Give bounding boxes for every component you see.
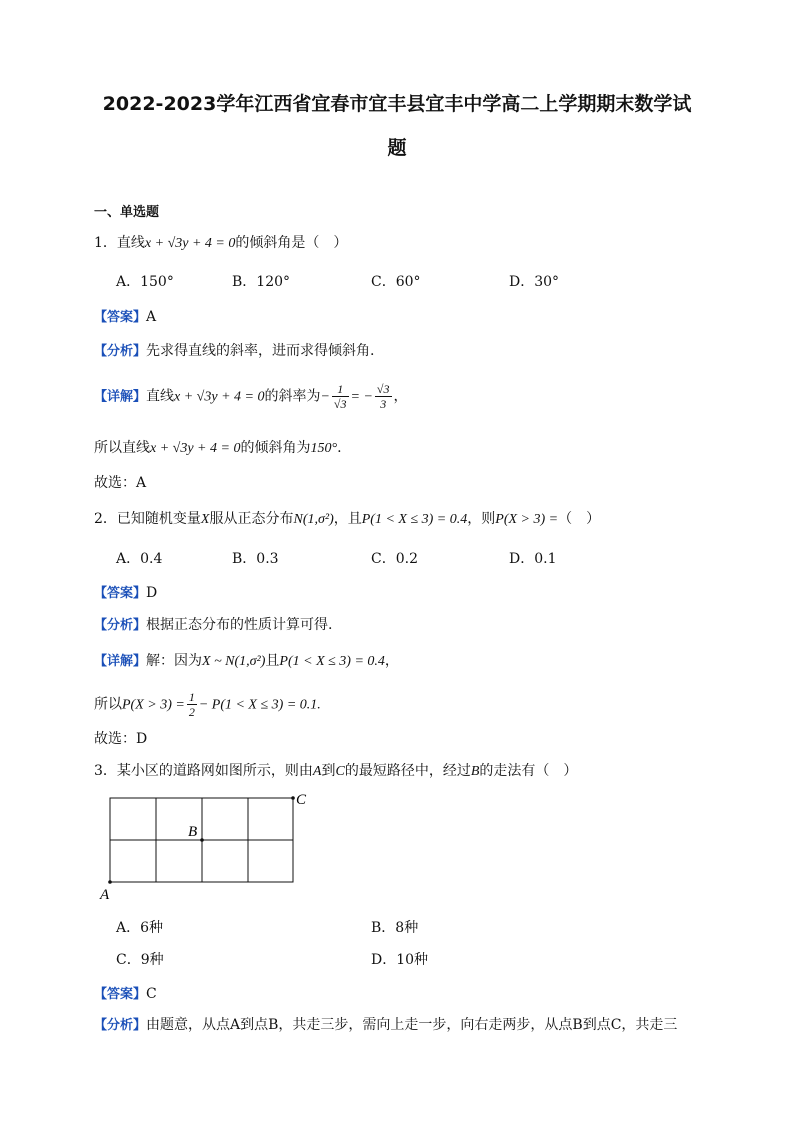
label-c: C (296, 792, 307, 808)
q3-option-a: A．6种 (116, 920, 164, 936)
q1-option-b: B．120° (232, 274, 291, 290)
q2-conclusion: 所以P(X > 3) = $\frac{1}{2}$ − P(1 < X ≤ 3) = 0.1. (94, 690, 321, 719)
label-a: A (100, 887, 110, 903)
q2-option-b: B．0.3 (232, 551, 279, 567)
q2-option-c: C．0.2 (371, 551, 418, 567)
point-c (291, 796, 295, 800)
q1-analysis: 【分析】先求得直线的斜率，进而求得倾斜角. (94, 343, 375, 359)
q2-choice: 故选：D (94, 731, 148, 747)
label-b: B (188, 824, 198, 840)
title-line-2: 题 (387, 137, 407, 159)
q1-option-c: C．60° (371, 274, 421, 290)
q1-answer: 【答案】A (94, 309, 157, 325)
section-heading: 一、单选题 (94, 205, 160, 220)
q3-analysis: 【分析】由题意，从点A到点B，共走三步，需向上走一步，向右走两步，从点B到点C，共走三 (94, 1017, 678, 1033)
q1-equation: x + √3y + 4 = 0 (144, 236, 236, 251)
answer-tag: 【答案】 (94, 310, 147, 325)
q3-stem: 3．某小区的道路网如图所示，则由A到C的最短路径中，经过B的走法有（ ） (94, 763, 578, 779)
title-line-1: 2022-2023学年江西省宜春市宜丰县宜丰中学高二上学期期末数学试 (102, 93, 692, 115)
q3-option-b: B．8种 (371, 920, 419, 936)
q2-analysis: 【分析】根据正态分布的性质计算可得. (94, 617, 333, 633)
q2-answer: 【答案】D (94, 585, 158, 601)
q2-option-d: D．0.1 (509, 551, 557, 567)
point-b (200, 838, 204, 842)
road-grid-figure (96, 792, 316, 904)
q1-option-d: D．30° (509, 274, 560, 290)
q3-answer: 【答案】C (94, 986, 157, 1002)
analysis-tag: 【分析】 (94, 344, 147, 359)
q1-conclusion: 所以直线x + √3y + 4 = 0的倾斜角为150°. (94, 440, 342, 456)
fraction: $\frac{1}{√3}$ (333, 382, 347, 411)
q2-detail: 【详解】解：因为X ~ N(1,σ²)且P(1 < X ≤ 3) = 0.4， (94, 653, 399, 669)
point-a (108, 880, 112, 884)
q3-option-d: D．10种 (371, 952, 429, 968)
page-title (60, 82, 734, 170)
q2-option-a: A．0.4 (116, 551, 163, 567)
fraction: $\frac{√3}{3}$ (376, 382, 390, 411)
q1-option-a: A．150° (116, 274, 174, 290)
q1-stem: 1．直线x + √3y + 4 = 0的倾斜角是（ ） (94, 235, 348, 251)
q1-detail: 【详解】直线x + √3y + 4 = 0的斜率为− $\frac{1}{√3}$ = − $\frac{√3}{3}$ ， (94, 382, 408, 411)
fraction: $\frac{1}{2}$ (188, 690, 195, 719)
detail-tag: 【详解】 (94, 389, 147, 405)
q2-stem: 2．已知随机变量X服从正态分布N(1,σ²)，且P(1 < X ≤ 3) = 0.4，则P(X > 3) =（ ） (94, 511, 601, 527)
q1-choice: 故选：A (94, 475, 147, 491)
q3-option-c: C．9种 (116, 952, 164, 968)
